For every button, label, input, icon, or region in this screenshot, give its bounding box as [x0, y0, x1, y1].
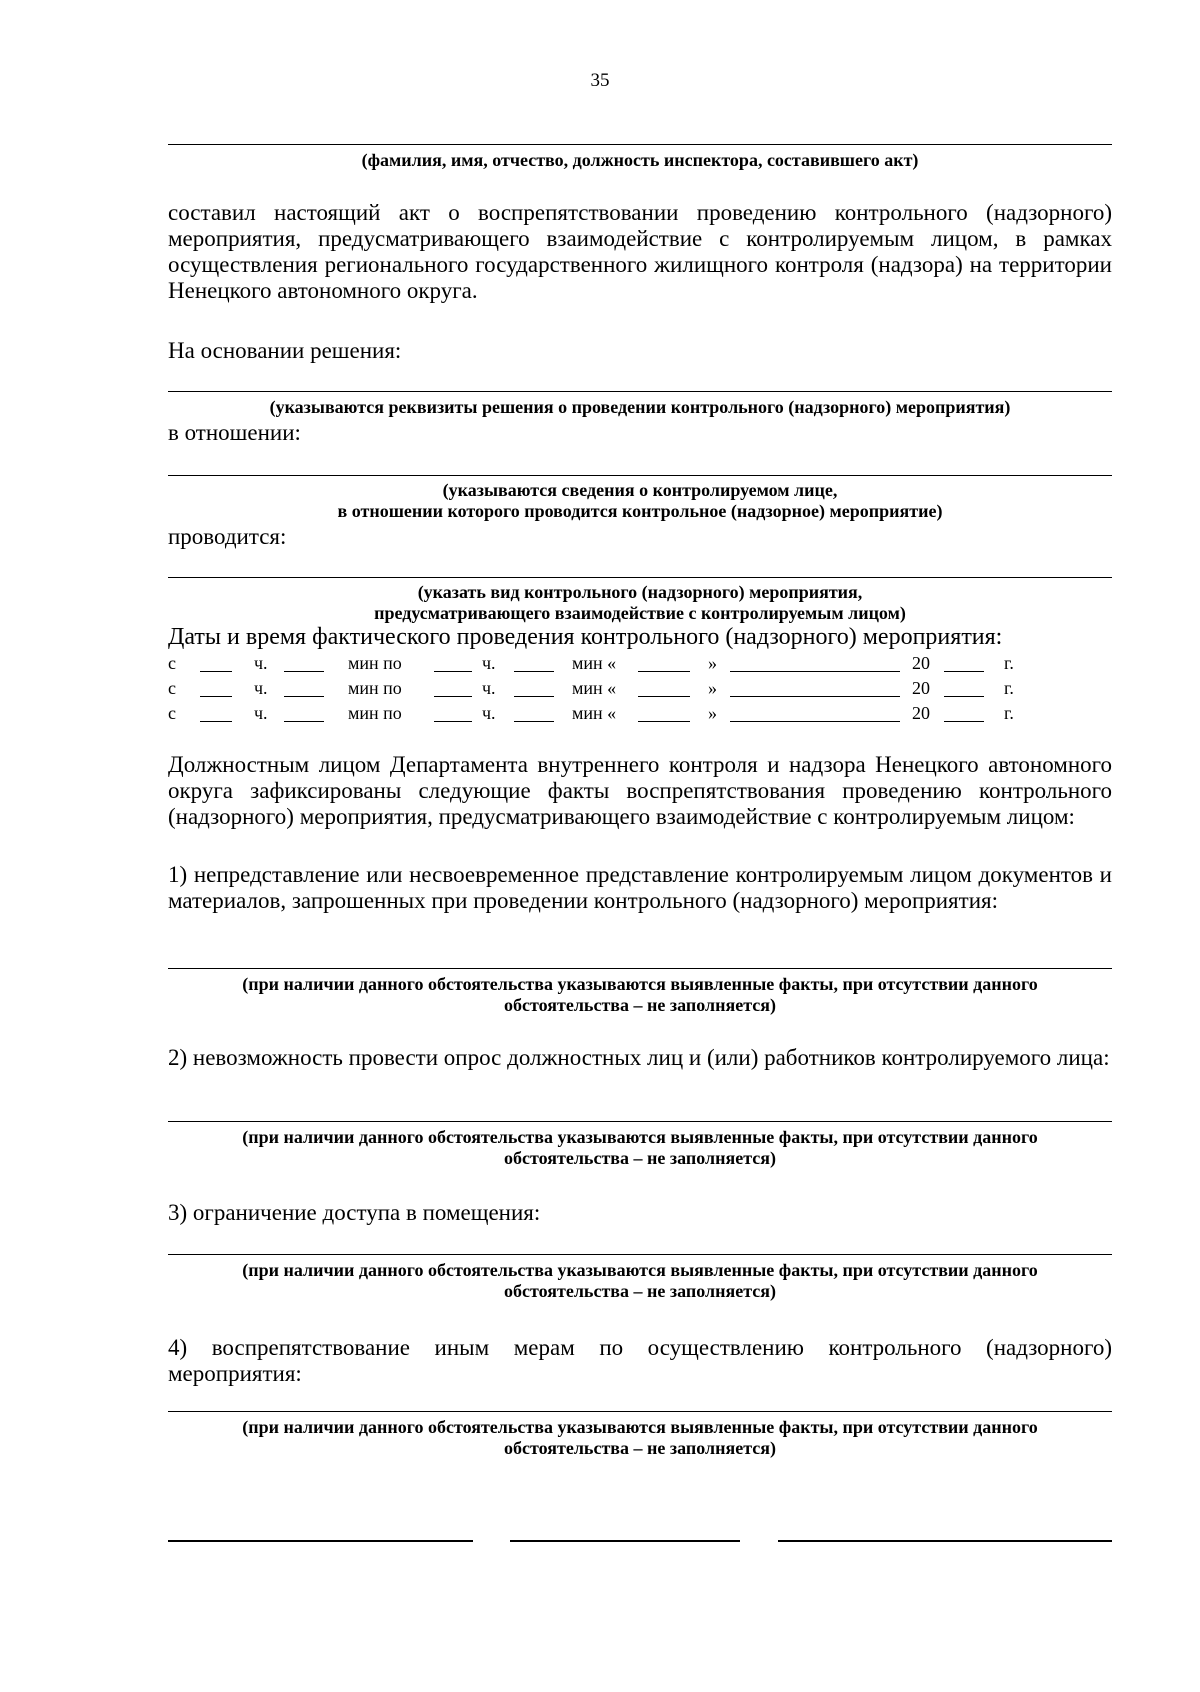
month-blank[interactable]	[730, 721, 900, 722]
year-label: г.	[1004, 678, 1014, 698]
signature-line-signature[interactable]	[510, 1540, 740, 1542]
hour-label: ч.	[482, 653, 496, 673]
facts-caption-line2: обстоятельства – не заполняется)	[504, 1281, 776, 1301]
item-1-line	[168, 968, 1112, 969]
from-label: с	[168, 653, 176, 673]
subject-caption-line2: в отношении которого проводится контрольное (надзорное) мероприятие)	[337, 501, 943, 521]
minute-from-blank[interactable]	[284, 721, 324, 722]
year-blank[interactable]	[944, 671, 984, 672]
facts-caption-line1: (при наличии данного обстоятельства указываются выявленные факты, при отсутствии данного	[242, 974, 1038, 994]
close-quote: »	[708, 703, 717, 723]
page-number: 35	[590, 70, 610, 91]
facts-caption-line1: (при наличии данного обстоятельства указываются выявленные факты, при отсутствии данного	[242, 1260, 1038, 1280]
subject-line	[168, 475, 1112, 476]
intro-paragraph: составил настоящий акт о воспрепятствовании проведению контрольного (надзорного) мероприятия, предусматривающего взаимодействие с контролируемым лицом, в рамках осуществления регионального государственного жилищного контроля (надзора) на территории Ненецкого автономного округа.	[168, 200, 1112, 303]
subject-label: в отношении:	[168, 420, 301, 445]
conducted-caption-line2: предусматривающего взаимодействие с контролируемым лицом)	[374, 603, 906, 623]
facts-intro-paragraph: Должностным лицом Департамента внутреннего контроля и надзора Ненецкого автономного округа зафиксированы следующие факты воспрепятствования проведению контрольного (надзорного) мероприятия, предусматривающего взаимодействие с контролируемым лицом:	[168, 752, 1112, 829]
minute-from-blank[interactable]	[284, 671, 324, 672]
hour-label: ч.	[254, 678, 268, 698]
min-open-label: мин «	[572, 703, 617, 723]
conducted-label: проводится:	[168, 524, 287, 549]
datetime-row	[168, 702, 1068, 724]
century-label: 20	[912, 678, 930, 698]
item-3-line	[168, 1254, 1112, 1255]
day-blank[interactable]	[638, 696, 690, 697]
hour-label: ч.	[482, 678, 496, 698]
facts-caption-line2: обстоятельства – не заполняется)	[504, 1438, 776, 1458]
minute-to-blank[interactable]	[514, 721, 554, 722]
item-2-line	[168, 1121, 1112, 1122]
minute-to-blank[interactable]	[514, 696, 554, 697]
facts-caption-line2: обстоятельства – не заполняется)	[504, 1148, 776, 1168]
facts-caption-line2: обстоятельства – не заполняется)	[504, 995, 776, 1015]
conducted-line	[168, 577, 1112, 578]
datetime-row	[168, 652, 1068, 674]
close-quote: »	[708, 678, 717, 698]
hour-to-blank[interactable]	[434, 671, 472, 672]
day-blank[interactable]	[638, 671, 690, 672]
facts-caption-line1: (при наличии данного обстоятельства указываются выявленные факты, при отсутствии данного	[242, 1417, 1038, 1437]
century-label: 20	[912, 703, 930, 723]
signature-line-name[interactable]	[778, 1540, 1112, 1542]
item-4-line	[168, 1411, 1112, 1412]
min-to-label: мин по	[348, 678, 402, 698]
conducted-caption-line1: (указать вид контрольного (надзорного) мероприятия,	[417, 582, 863, 602]
inspector-caption: (фамилия, имя, отчество, должность инспектора, составившего акт)	[361, 150, 919, 170]
year-label: г.	[1004, 653, 1014, 673]
hour-from-blank[interactable]	[200, 721, 232, 722]
datetime-row	[168, 677, 1068, 699]
min-to-label: мин по	[348, 703, 402, 723]
decision-line	[168, 391, 1112, 392]
decision-label: На основании решения:	[168, 338, 402, 363]
hour-from-blank[interactable]	[200, 696, 232, 697]
century-label: 20	[912, 653, 930, 673]
hour-from-blank[interactable]	[200, 671, 232, 672]
hour-label: ч.	[254, 703, 268, 723]
datetime-heading: Даты и время фактического проведения контрольного (надзорного) мероприятия:	[168, 624, 1003, 650]
from-label: с	[168, 703, 176, 723]
day-blank[interactable]	[638, 721, 690, 722]
item-1-text: 1) непредставление или несвоевременное представление контролируемым лицом документов и материалов, запрошенных при проведении контрольного (надзорного) мероприятия:	[168, 862, 1112, 913]
from-label: с	[168, 678, 176, 698]
year-blank[interactable]	[944, 696, 984, 697]
minute-to-blank[interactable]	[514, 671, 554, 672]
year-blank[interactable]	[944, 721, 984, 722]
item-3-text: 3) ограничение доступа в помещения:	[168, 1200, 541, 1225]
min-to-label: мин по	[348, 653, 402, 673]
month-blank[interactable]	[730, 671, 900, 672]
item-4-text: 4) воспрепятствование иным мерам по осуществлению контрольного (надзорного) мероприятия:	[168, 1335, 1112, 1386]
close-quote: »	[708, 653, 717, 673]
hour-to-blank[interactable]	[434, 721, 472, 722]
min-open-label: мин «	[572, 678, 617, 698]
inspector-line	[168, 144, 1112, 145]
subject-caption-line1: (указываются сведения о контролируемом лице,	[442, 480, 838, 500]
facts-caption-line1: (при наличии данного обстоятельства указываются выявленные факты, при отсутствии данного	[242, 1127, 1038, 1147]
min-open-label: мин «	[572, 653, 617, 673]
decision-caption: (указываются реквизиты решения о проведении контрольного (надзорного) мероприятия)	[269, 397, 1011, 417]
minute-from-blank[interactable]	[284, 696, 324, 697]
hour-label: ч.	[254, 653, 268, 673]
item-2-text: 2) невозможность провести опрос должностных лиц и (или) работников контролируемого лица:	[168, 1045, 1110, 1070]
year-label: г.	[1004, 703, 1014, 723]
signature-line-position[interactable]	[168, 1540, 473, 1542]
hour-label: ч.	[482, 703, 496, 723]
hour-to-blank[interactable]	[434, 696, 472, 697]
month-blank[interactable]	[730, 696, 900, 697]
